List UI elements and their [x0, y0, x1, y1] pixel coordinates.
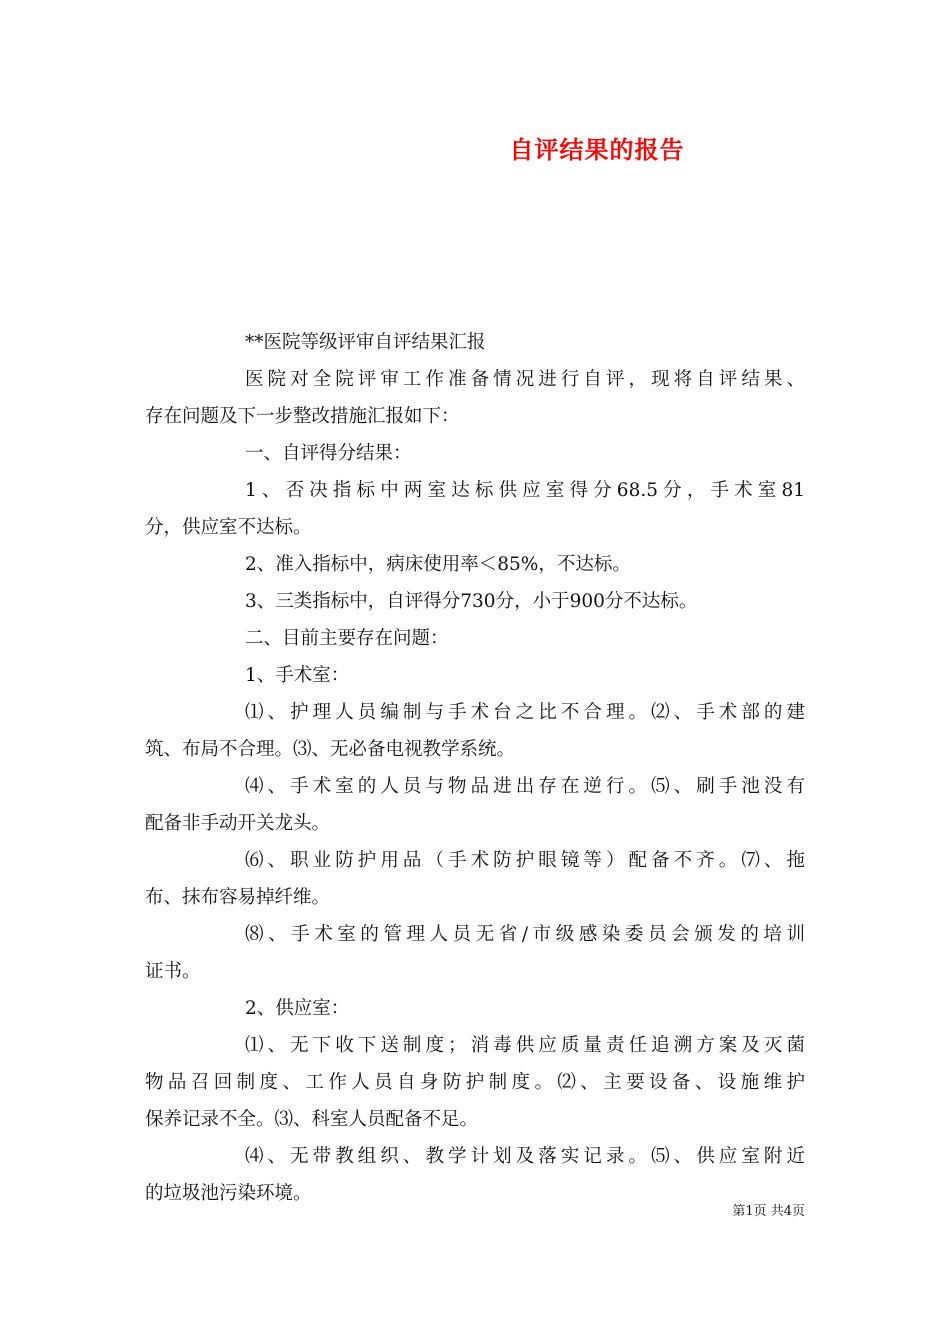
- supply-room-issue-line: ⑴、无下收下送制度；消毒供应质量责任追溯方案及灭菌: [245, 1035, 805, 1056]
- operating-room-issue-line: ⑴、护理人员编制与手术台之比不合理。⑵、手术部的建: [245, 702, 805, 723]
- score-item-3: 3、三类指标中，自评得分730分，小于900分不达标。: [245, 591, 698, 612]
- document-title: 自评结果的报告: [509, 135, 685, 164]
- score-item-2: 2、准入指标中，病床使用率＜85%，不达标。: [245, 554, 631, 575]
- supply-room-heading: 2、供应室：: [245, 998, 350, 1019]
- score-item-1-line: 分，供应室不达标。: [145, 517, 312, 538]
- section-heading-1: 一、自评得分结果：: [245, 443, 412, 464]
- operating-room-issue-line: 配备非手动开关龙头。: [145, 813, 331, 834]
- section-heading-2: 二、目前主要存在问题：: [245, 628, 449, 649]
- supply-room-issue-line: 物品召回制度、工作人员自身防护制度。⑵、主要设备、设施维护: [145, 1072, 805, 1093]
- operating-room-issue-line: ⑹、职业防护用品（手术防护眼镜等）配备不齐。⑺、拖: [245, 850, 805, 871]
- score-item-1-line: 1、否决指标中两室达标供应室得分68.5分，手术室81: [245, 480, 805, 501]
- page-number: 第1页 共4页: [732, 1204, 805, 1219]
- supply-room-issue-line: 保养记录不全。⑶、科室人员配备不足。: [145, 1109, 479, 1130]
- supply-room-issue-line: ⑷、无带教组织、教学计划及落实记录。⑸、供应室附近: [245, 1146, 805, 1167]
- operating-room-issue-line: 证书。: [145, 961, 201, 982]
- intro-paragraph-line: 医院对全院评审工作准备情况进行自评，现将自评结果、: [245, 369, 805, 390]
- operating-room-issue-line: 布、抹布容易掉纤维。: [145, 887, 331, 908]
- operating-room-heading: 1、手术室：: [245, 665, 350, 686]
- operating-room-issue-line: ⑷、手术室的人员与物品进出存在逆行。⑸、刷手池没有: [245, 776, 805, 797]
- supply-room-issue-line: 的垃圾池污染环境。: [145, 1183, 312, 1204]
- report-subtitle: **医院等级评审自评结果汇报: [245, 332, 486, 353]
- intro-paragraph-line: 存在问题及下一步整改措施汇报如下：: [145, 406, 460, 427]
- document-body: [145, 324, 805, 1212]
- operating-room-issue-line: 筑、布局不合理。⑶、无必备电视教学系统。: [145, 739, 516, 760]
- operating-room-issue-line: ⑻、手术室的管理人员无省/市级感染委员会颁发的培训: [245, 924, 805, 945]
